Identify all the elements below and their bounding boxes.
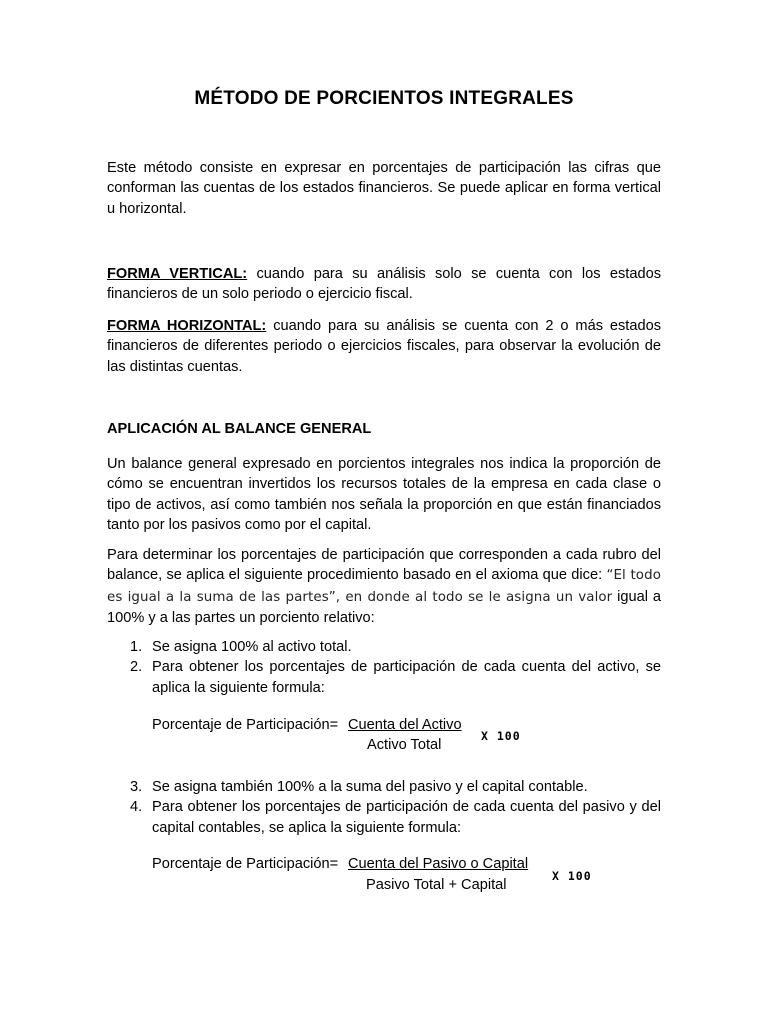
- procedure-text-after: igual a 100% y a las partes un porciento relativo:: [107, 588, 662, 627]
- forma-horizontal-paragraph: [107, 316, 661, 377]
- list-item-text: Se asigna también 100% a la suma del pasivo y el capital contable.: [152, 779, 588, 795]
- list-item-number: 4.: [130, 799, 143, 816]
- steps-list-2: [130, 777, 661, 838]
- list-item: [130, 797, 661, 838]
- formula-2-multiplier: X 100: [552, 869, 592, 883]
- list-item: [130, 777, 661, 797]
- list-item-number: 1.: [130, 639, 143, 655]
- forma-vertical-text: cuando para su análisis solo se cuenta con los estados financieros de un solo periodo o ejercicio fiscal.: [107, 266, 661, 303]
- list-item-number: 3.: [130, 779, 143, 795]
- list-item-text: Para obtener los porcentajes de participación de cada cuenta del pasivo y del capital contables, se aplica la siguiente formula:: [152, 799, 661, 836]
- axiom-quote: “El todo es igual a la suma de las partes”, en donde al todo se le asigna un valor: [107, 568, 661, 605]
- forma-vertical-paragraph: [107, 264, 661, 305]
- procedure-text-before: Para determinar los porcentajes de participación que corresponden a cada rubro del balance, se aplica el siguiente procedimiento basado en el axioma que dice:: [107, 547, 661, 584]
- forma-horizontal-text: cuando para su análisis se cuenta con 2 o más estados financieros de diferentes periodo o ejercicios fiscales, para observar la evolución de las distintas cuentas.: [107, 318, 661, 375]
- forma-horizontal-label: FORMA HORIZONTAL:: [107, 318, 267, 334]
- formula-2-lhs: Porcentaje de Participación=: [152, 856, 339, 872]
- formula-1-multiplier: X 100: [481, 729, 521, 743]
- formula-2-numerator: Cuenta del Pasivo o Capital: [348, 856, 529, 872]
- forma-vertical-label: FORMA VERTICAL:: [107, 266, 248, 282]
- formula-1-denominator: Activo Total: [367, 737, 442, 753]
- list-item-text: Se asigna 100% al activo total.: [152, 639, 352, 655]
- list-item: [130, 657, 661, 698]
- list-item-text: Para obtener los porcentajes de participación de cada cuenta del activo, se aplica la siguiente formula:: [152, 659, 661, 696]
- list-item: [130, 637, 661, 657]
- page-title: MÉTODO DE PORCIENTOS INTEGRALES: [194, 88, 574, 109]
- section-heading: APLICACIÓN AL BALANCE GENERAL: [107, 421, 372, 437]
- procedure-paragraph: [107, 545, 661, 629]
- list-item-number: 2.: [130, 659, 143, 676]
- formula-1-lhs: Porcentaje de Participación=: [152, 717, 339, 733]
- formula-1-numerator: Cuenta del Activo: [348, 717, 462, 733]
- steps-list-1: [130, 637, 661, 698]
- formula-2-denominator: Pasivo Total + Capital: [366, 877, 507, 893]
- balance-paragraph: Un balance general expresado en porcientos integrales nos indica la proporción de cómo se encuentran invertidos los recursos totales de la empresa en cada clase o tipo de activos, así como también nos señala la proporción en que están financiados tanto por los pasivos como por el capital.: [107, 456, 661, 534]
- intro-paragraph: Este método consiste en expresar en porcentajes de participación las cifras que conforman las cuentas de los estados financieros. Se puede aplicar en forma vertical u horizontal.: [107, 160, 661, 217]
